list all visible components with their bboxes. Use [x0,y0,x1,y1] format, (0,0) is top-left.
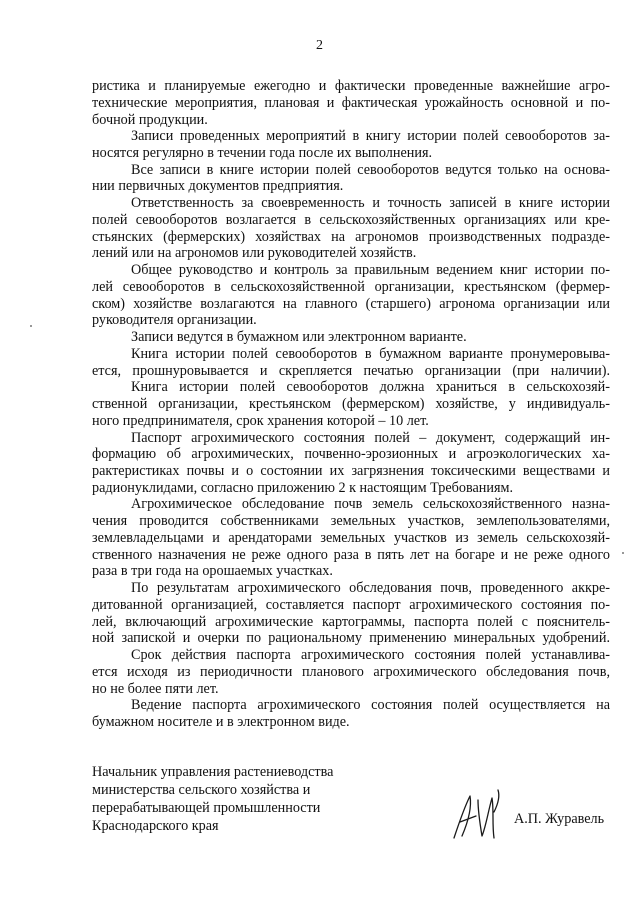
body-text-line: землевладельцами и арендаторами земельных участков из земель сельскохозяй- [92,529,610,546]
body-text-line: Паспорт агрохимического состояния полей – документ, содержащий ин- [131,429,610,446]
signatory-position-line: Краснодарского края [92,818,219,834]
body-text-line: раза в три года на орошаемых участках. [92,563,333,580]
body-text-line: ском) хозяйстве возлагаются на главного (старшего) агронома организации или [92,295,610,312]
body-text-line: Книга истории полей севооборотов должна храниться в сельскохозяй- [131,379,610,396]
body-text-line: носятся регулярно в течении года после их выполнения. [92,144,433,161]
body-text-line: ется, прошнуровывается и скрепляется печатью организации (при наличии). [92,362,610,379]
handwritten-signature [448,786,512,846]
body-text-line: ристика и планируемые ежегодно и фактически проведенные важнейшие агро- [92,78,610,94]
body-text-line: Записи ведутся в бумажном или электронном варианте. [131,329,467,346]
body-text-line: ственной организации, крестьянском (фермерском) хозяйстве, у индивидуаль- [92,396,610,412]
scan-speck [622,552,624,554]
body-text-line: ется исходя из периодичности планового агрохимического обследования почв, [92,663,610,680]
body-text-line: бочной продукции. [92,111,208,128]
page-number: 2 [316,38,323,53]
signatory-position-line: министерства сельского хозяйства и [92,782,311,798]
body-text-line: руководителя организации. [92,312,257,329]
body-text-line: ной запиской и очерки по рациональному применению минеральных удобрений. [92,630,610,647]
body-text-line: технические мероприятия, плановая и фактическая урожайность основной и по- [92,94,610,111]
body-text-line: бумажном носителе и в электронном виде. [92,714,350,730]
body-text-line: но не более пяти лет. [92,680,219,697]
body-text-line: нии первичных документов предприятия. [92,178,344,195]
body-text-line: ственного назначения не реже одного раза в пять лет на богаре и не реже одного [92,546,610,563]
body-text-line: лей севооборотов в сельскохозяйственной организации, крестьянском (фермер- [92,278,610,295]
body-text-line: формацию об агрохимических, почвенно-эрозионных и агроэкологических ха- [92,446,610,463]
body-text-line: Агрохимическое обследование почв земель сельскохозяйственного назна- [131,496,610,513]
signatory-position-line: перерабатывающей промышленности [92,800,321,816]
body-text-line: ного предпринимателя, срок хранения которой – 10 лет. [92,412,429,429]
body-text-line: лей, включающий агрохимические картограммы, паспорта полей с пояснитель- [92,613,610,630]
body-text-line: полей севооборотов возлагается в сельскохозяйственных организациях или кре- [92,211,610,228]
body-text-line: радионуклидами, согласно приложению 2 к настоящим Требованиям. [92,479,514,496]
body-text-line: лений или на агрономов или руководителей хозяйств. [92,245,417,262]
body-text-line: Срок действия паспорта агрохимического состояния полей устанавлива- [131,647,610,664]
body-text-line: дитованной организацией, составляется паспорт агрохимического состояния по- [92,596,610,613]
scan-speck [30,325,32,327]
body-text-line: Все записи в книге истории полей севооборотов ведутся только на основа- [131,161,610,178]
body-text-line: Общее руководство и контроль за правильным ведением книг истории по- [131,262,610,279]
body-text-line: стьянских (фермерских) хозяйствах на агрономов производственных подразде- [92,228,610,245]
body-text-line: Записи проведенных мероприятий в книгу истории полей севооборотов за- [131,128,610,145]
body-text-line: Книга истории полей севооборотов в бумажном варианте пронумеровыва- [131,345,610,362]
body-text-line: рактеристиках почвы и о состоянии их загрязнения токсическими веществами и [92,462,610,479]
signatory-position-line: Начальник управления растениеводства [92,764,334,780]
body-text-line: По результатам агрохимического обследования почв, проведенного аккре- [131,580,610,597]
body-text-line: Ответственность за своевременность и точность записей в книге истории [131,195,610,212]
signatory-name: А.П. Журавель [514,811,605,827]
body-text-line: Ведение паспорта агрохимического состояния полей осуществляется на [131,697,610,714]
body-text-line: чения проводится собственниками земельных участков, землепользователями, [92,513,610,530]
